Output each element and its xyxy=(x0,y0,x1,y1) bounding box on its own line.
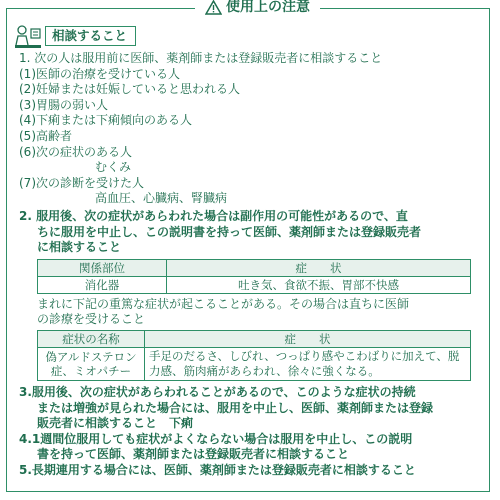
item3-line-1: 3.服用後、次の症状があらわれることがあるので、このような症状の持続 xyxy=(19,384,416,399)
table-cell: 消化器 xyxy=(38,276,167,293)
item2-heading: 2. 服用後、次の症状があらわれた場合は副作用の可能性があるので、直 xyxy=(19,208,408,223)
table-header-cell: 症 状 xyxy=(145,330,471,347)
consult-heading: 相談すること xyxy=(45,26,136,46)
item1-sub-3: (3)胃腸の弱い人 xyxy=(19,97,108,112)
caution-title xyxy=(195,0,320,16)
caution-panel xyxy=(6,0,490,492)
item1-sub-1: (1)医師の治療を受けている人 xyxy=(19,66,180,81)
item5-line: 5.長期連用する場合には、医師、薬剤師または登録販売者に相談すること xyxy=(19,462,416,477)
side-effects-table xyxy=(37,259,471,294)
consulting-person-icon xyxy=(13,23,43,49)
table-cell: 手足のだるさ、しびれ、つっぱり感やこわばりに加えて、脱力感、筋肉痛があらわれ、徐々に強くなる。 xyxy=(145,347,471,380)
item2-line-2: ちに服用を中止し、この説明書を持って医師、薬剤師または登録販売者 xyxy=(37,224,422,239)
item3-line-2: または増強が見られた場合には、服用を中止し、医師、薬剤師または登録 xyxy=(37,400,434,415)
serious-effects-table xyxy=(37,330,471,381)
table-header-row xyxy=(38,330,471,347)
table-row xyxy=(38,347,471,380)
item2-line-3: に相談すること xyxy=(37,240,122,255)
item1-sub-7: (7)次の診断を受けた人 xyxy=(19,175,144,190)
warning-triangle-icon xyxy=(205,0,222,15)
item1-sub-6: (6)次の症状のある人 xyxy=(19,144,132,159)
caution-content xyxy=(19,51,489,478)
table-cell: 吐き気、食欲不振、胃部不快感 xyxy=(167,276,471,293)
item4-line-2: 書を持って医師、薬剤師または登録販売者に相談すること xyxy=(37,447,350,462)
rare-note-line-1: まれに下記の重篤な症状が起こることがある。その場合は直ちに医師 xyxy=(37,296,410,311)
item4-line-1: 4.1週間位服用しても症状がよくならない場合は服用を中止し、この説明 xyxy=(19,431,413,446)
caution-title-text: 使用上の注意 xyxy=(226,0,310,15)
item3-line-3: 販売者に相談すること 下痢 xyxy=(37,416,194,431)
item1-sub-6-detail: むくみ xyxy=(95,160,132,175)
item1-sub-7-detail: 高血圧、心臓病、腎臓病 xyxy=(95,191,228,206)
table-header-cell: 関係部位 xyxy=(38,259,167,276)
table-header-cell: 症状の名称 xyxy=(38,330,145,347)
item1-sub-4: (4)下痢または下痢傾向のある人 xyxy=(19,113,192,128)
item1-sub-5: (5)高齢者 xyxy=(19,128,72,143)
table-header-row xyxy=(38,259,471,276)
consult-section-header xyxy=(13,23,136,49)
table-row xyxy=(38,276,471,293)
table-cell: 偽アルドステロン症、ミオパチー xyxy=(38,347,145,380)
table-header-cell: 症 状 xyxy=(167,259,471,276)
item1-heading: 1. 次の人は服用前に医師、薬剤師または登録販売者に相談すること xyxy=(19,51,383,65)
item1-sub-2: (2)妊婦または妊娠していると思われる人 xyxy=(19,82,240,97)
rare-note-line-2: の診療を受けること xyxy=(37,312,146,327)
